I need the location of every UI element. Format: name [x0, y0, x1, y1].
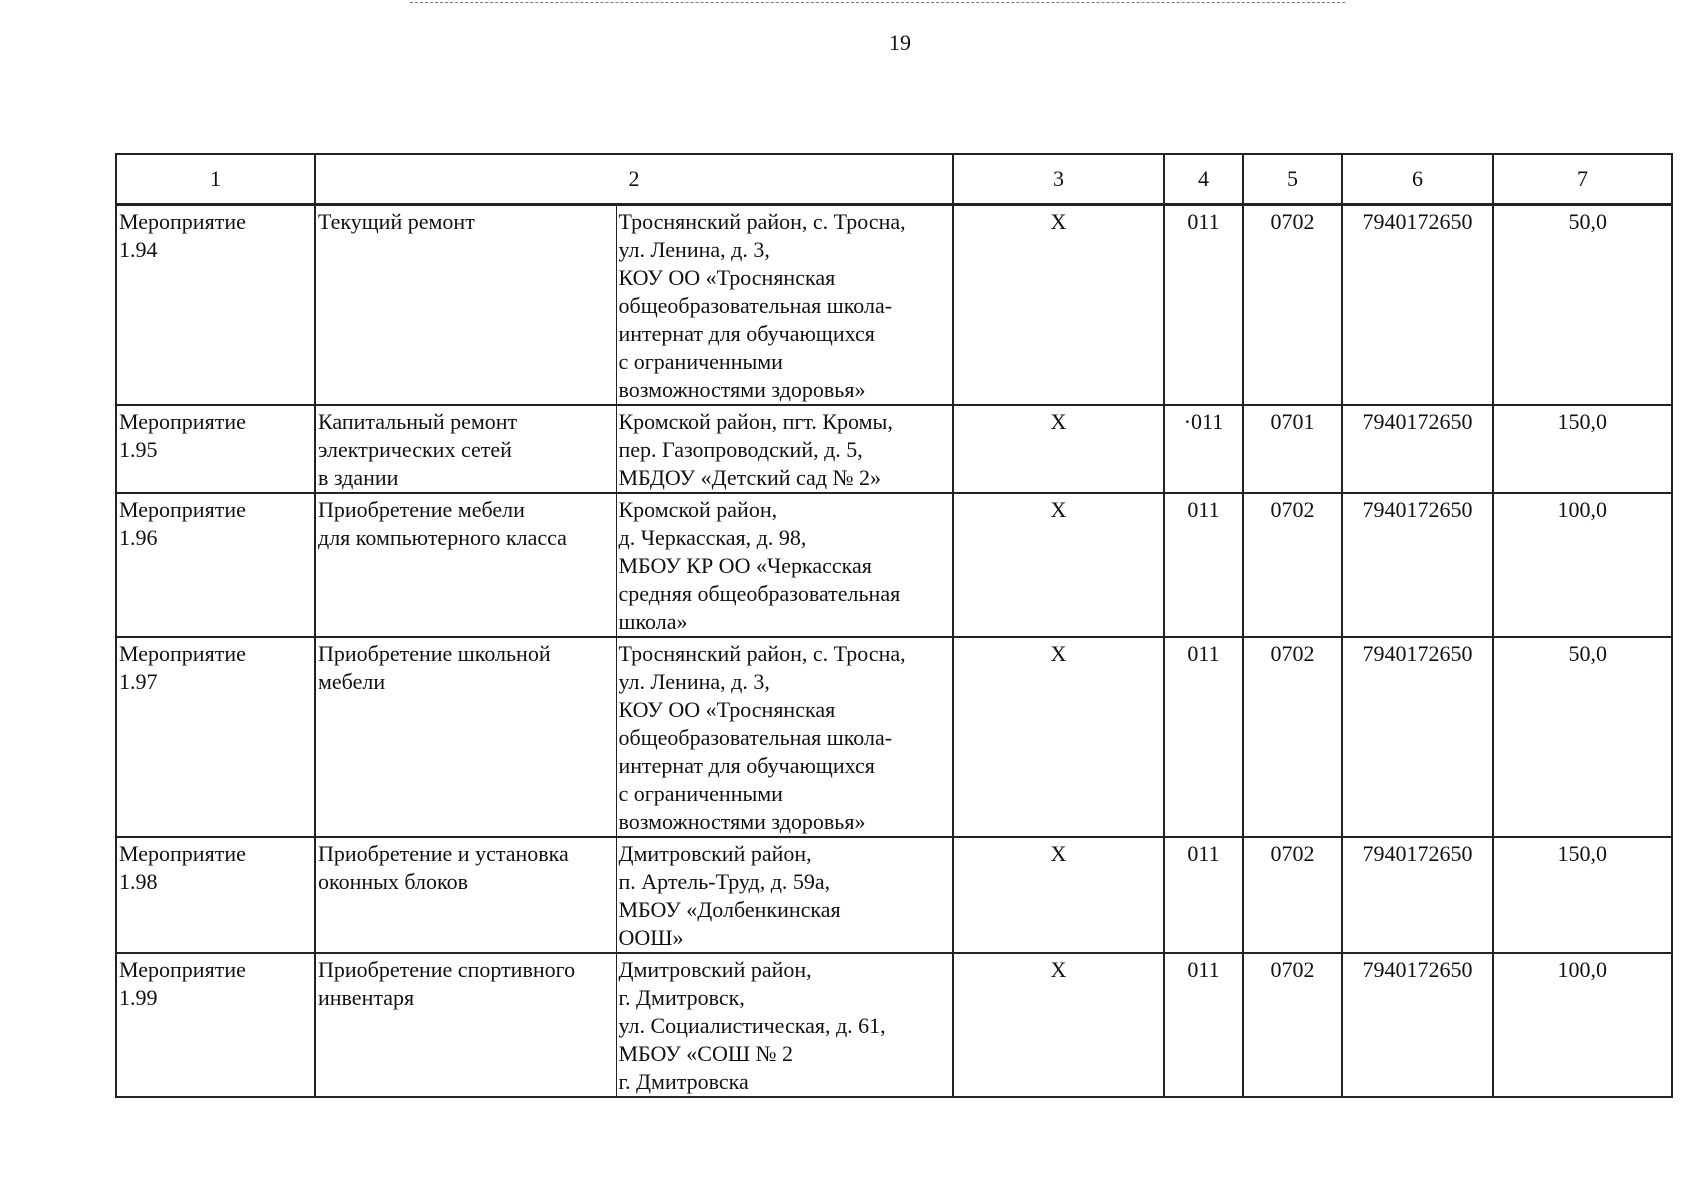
table-row [116, 837, 1672, 953]
col6-cell: 7940172650 [1342, 637, 1493, 837]
budget-table-wrapper [115, 153, 1673, 1098]
event-cell: Мероприятие 1.99 [116, 953, 315, 1097]
col7-cell: 50,0 [1493, 205, 1672, 406]
col7-cell: 100,0 [1493, 953, 1672, 1097]
event-cell: Мероприятие 1.97 [116, 637, 315, 837]
header-col-4: 4 [1164, 154, 1243, 205]
col4-cell: 011 [1164, 953, 1243, 1097]
header-col-3: 3 [953, 154, 1164, 205]
page-number: 19 [889, 30, 911, 55]
header-col-6: 6 [1342, 154, 1493, 205]
work-cell: Текущий ремонт [315, 205, 616, 406]
col7-cell: 150,0 [1493, 405, 1672, 493]
col3-cell: Х [953, 493, 1164, 637]
header-col-1: 1 [116, 154, 315, 205]
event-cell: Мероприятие 1.95 [116, 405, 315, 493]
col6-cell: 7940172650 [1342, 953, 1493, 1097]
work-cell: Приобретение мебели для компьютерного класса [315, 493, 616, 637]
col6-cell: 7940172650 [1342, 837, 1493, 953]
col5-cell: 0702 [1243, 493, 1342, 637]
col3-cell: Х [953, 405, 1164, 493]
col5-cell: 0701 [1243, 405, 1342, 493]
col5-cell: 0702 [1243, 837, 1342, 953]
col4-cell: ·011 [1164, 405, 1243, 493]
col5-cell: 0702 [1243, 637, 1342, 837]
col3-cell: Х [953, 837, 1164, 953]
col3-cell: Х [953, 953, 1164, 1097]
col7-cell: 50,0 [1493, 637, 1672, 837]
work-cell: Приобретение и установка оконных блоков [315, 837, 616, 953]
event-cell: Мероприятие 1.98 [116, 837, 315, 953]
col7-cell: 100,0 [1493, 493, 1672, 637]
col6-cell: 7940172650 [1342, 493, 1493, 637]
col4-cell: 011 [1164, 205, 1243, 406]
header-col-5: 5 [1243, 154, 1342, 205]
event-cell: Мероприятие 1.96 [116, 493, 315, 637]
col5-cell: 0702 [1243, 953, 1342, 1097]
col6-cell: 7940172650 [1342, 205, 1493, 406]
budget-table [115, 153, 1673, 1098]
table-row [116, 205, 1672, 406]
header-col-7: 7 [1493, 154, 1672, 205]
location-cell: Кромской район, пгт. Кромы, пер. Газопроводский, д. 5, МБДОУ «Детский сад № 2» [616, 405, 953, 493]
table-row [116, 405, 1672, 493]
col4-cell: 011 [1164, 837, 1243, 953]
table-row [116, 953, 1672, 1097]
event-cell: Мероприятие 1.94 [116, 205, 315, 406]
location-cell: Кромской район, д. Черкасская, д. 98, МБОУ КР ОО «Черкасская средняя общеобразовательная школа» [616, 493, 953, 637]
location-cell: Дмитровский район, г. Дмитровск, ул. Социалистическая, д. 61, МБОУ «СОШ № 2 г. Дмитровска [616, 953, 953, 1097]
header-col-2: 2 [315, 154, 953, 205]
col3-cell: Х [953, 205, 1164, 406]
col6-cell: 7940172650 [1342, 405, 1493, 493]
col4-cell: 011 [1164, 493, 1243, 637]
location-cell: Троснянский район, с. Тросна, ул. Ленина, д. 3, КОУ ОО «Троснянская общеобразовательная школа- интернат для обучающихся с ограниченными возможностями здоровья» [616, 205, 953, 406]
col5-cell: 0702 [1243, 205, 1342, 406]
location-cell: Дмитровский район, п. Артель-Труд, д. 59а, МБОУ «Долбенкинская ООШ» [616, 837, 953, 953]
work-cell: Приобретение школьной мебели [315, 637, 616, 837]
location-cell: Троснянский район, с. Тросна, ул. Ленина, д. 3, КОУ ОО «Троснянская общеобразовательная школа- интернат для обучающихся с ограниченными возможностями здоровья» [616, 637, 953, 837]
col3-cell: Х [953, 637, 1164, 837]
col4-cell: 011 [1164, 637, 1243, 837]
work-cell: Капитальный ремонт электрических сетей в здании [315, 405, 616, 493]
col7-cell: 150,0 [1493, 837, 1672, 953]
work-cell: Приобретение спортивного инвентаря [315, 953, 616, 1097]
header-row [116, 154, 1672, 205]
top-scan-rule [410, 2, 1345, 3]
table-row [116, 493, 1672, 637]
table-row [116, 637, 1672, 837]
